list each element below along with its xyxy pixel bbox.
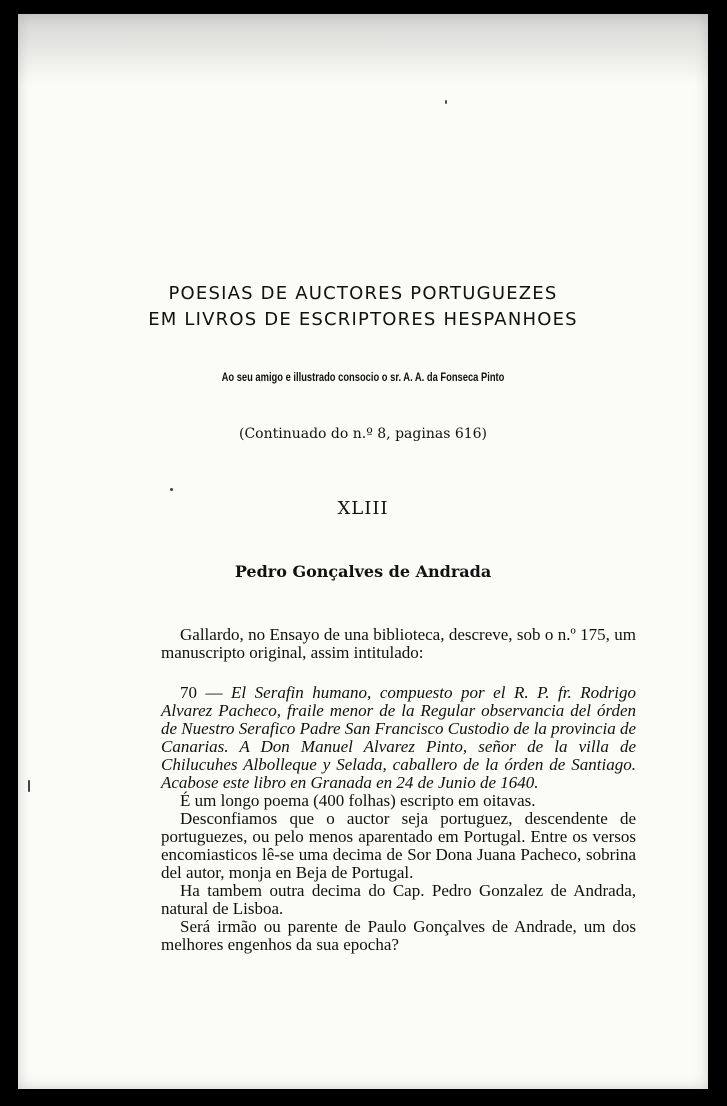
- catalog-entry: [161, 684, 636, 792]
- intro-text: Gallardo, no Ensayo de una biblioteca, descreve, sob o n.º 175, um manuscripto original, assim intitulado:: [161, 625, 636, 662]
- title-line-2: EM LIVROS DE ESCRIPTORES HESPANHOES: [148, 309, 578, 330]
- dedication: Ao seu amigo e illustrado consocio o sr. A. A. da Fonseca Pinto: [221, 370, 505, 384]
- entry-title: El Serafin humano, compuesto por el R. P. fr. Rodrigo Alvarez Pacheco, fraile menor de la Regular observancia del órden de Nuestro Serafico Padre San Francisco Custodio de la provincia de Canarias. A Don Manuel Alvarez Pinto, señor de la villa de Chilucuhes Albolleque y Selada, caballero de la órden de Santiago. Acabose este libro en Granada en 24 de Junio de 1640.: [161, 683, 636, 792]
- scanned-page: [18, 14, 708, 1089]
- continuation-note: (Continuado do n.º 8, paginas 616): [238, 426, 488, 442]
- commentary: [161, 792, 636, 954]
- title-line-1: POESIAS DE AUCTORES PORTUGUEZES: [168, 283, 558, 304]
- paragraph-1: É um longo poema (400 folhas) escripto em oitavas.: [180, 791, 536, 810]
- section-number: XLIII: [337, 498, 389, 519]
- scan-speck: [170, 488, 173, 491]
- author-heading: Pedro Gonçalves de Andrada: [234, 562, 492, 581]
- scan-speck: [28, 780, 30, 792]
- scan-speck: [445, 100, 447, 104]
- paragraph-2: Desconfiamos que o auctor seja portuguez, descendente de portuguezes, ou pelo menos aparentado em Portugal. Entre os versos encomiasticos lê-se uma decima de Sor Dona Juana Pacheco, sobrina del autor, monja en Beja de Portugal.: [161, 809, 636, 882]
- paragraph-3: Ha tambem outra decima do Cap. Pedro Gonzalez de Andrada, natural de Lisboa.: [161, 881, 636, 918]
- entry-number: 70 —: [180, 683, 232, 702]
- paragraph-4: Será irmão ou parente de Paulo Gonçalves de Andrade, um dos melhores engenhos da sua epocha?: [161, 917, 636, 954]
- intro-paragraph: [161, 626, 636, 662]
